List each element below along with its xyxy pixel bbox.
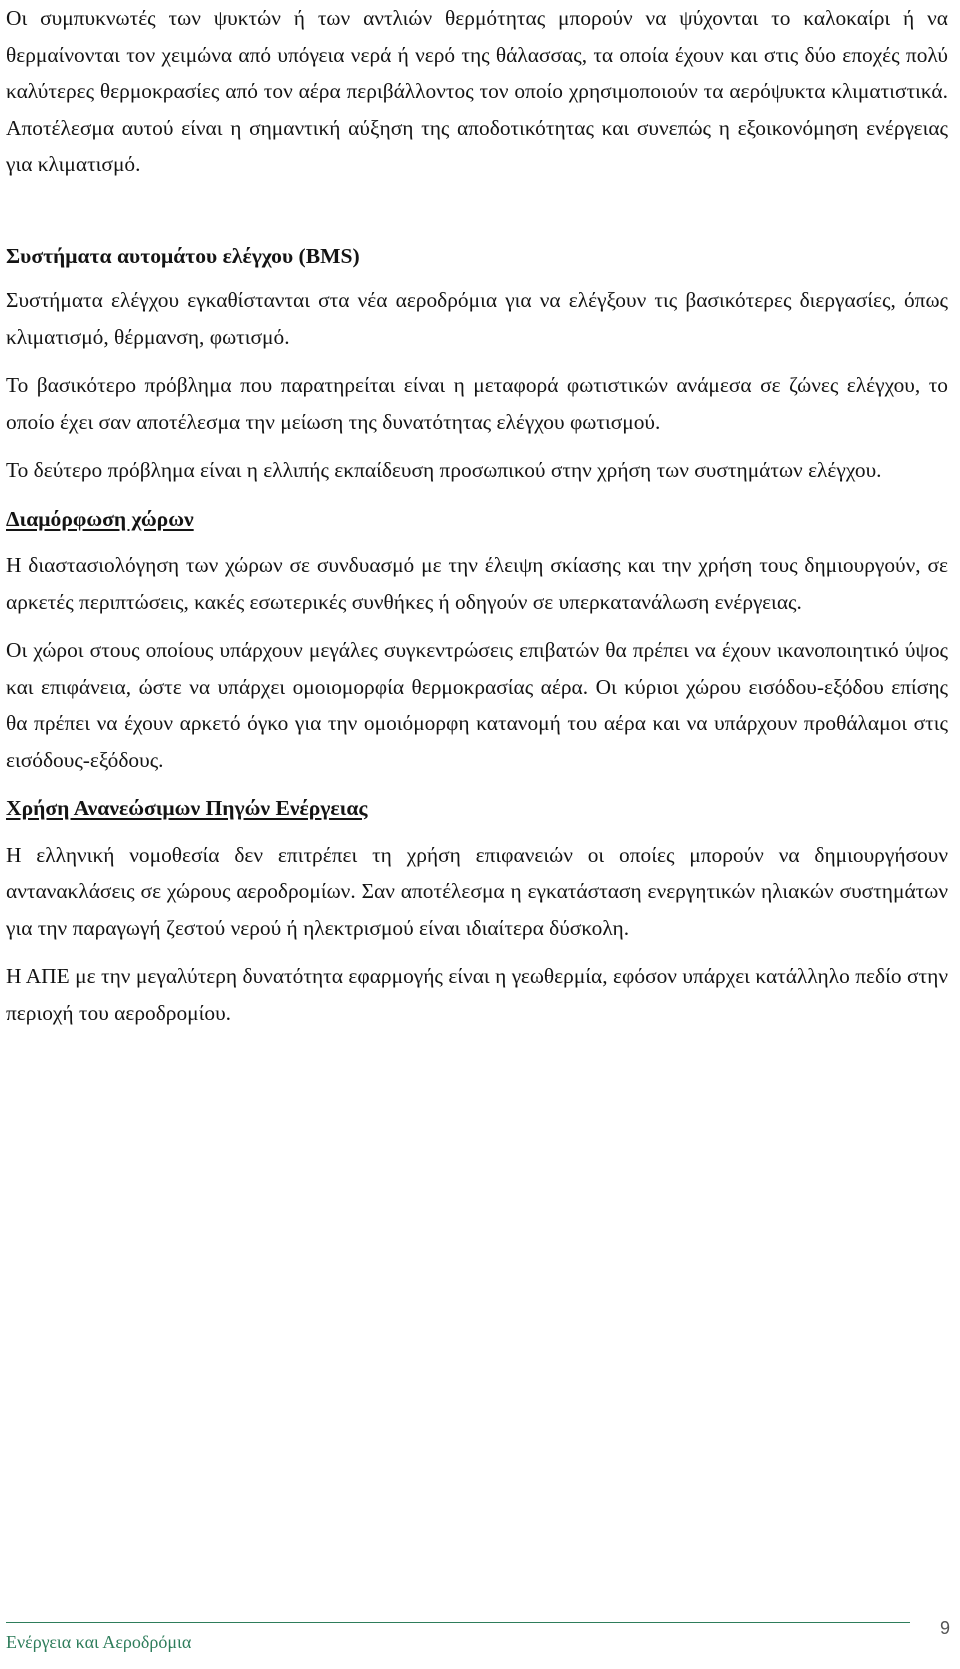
bms-paragraph: Το βασικότερο πρόβλημα που παρατηρείται είναι η μεταφορά φωτιστικών ανάμεσα σε ζώνες ελέγχου, το οποίο έχει σαν αποτέλεσμα την μείωση της δυνατότητας ελέγχου φωτισμού. (6, 373, 948, 434)
page-body (6, 0, 948, 1031)
renewables-paragraph: Η ΑΠΕ με την μεγαλύτερη δυνατότητα εφαρμογής είναι η γεωθερμία, εφόσον υπάρχει κατάλληλο πεδίο στην περιοχή του αεροδρομίου. (6, 964, 948, 1025)
section-heading-bms: Συστήματα αυτομάτου ελέγχου (BMS) (6, 243, 360, 268)
section-heading-renewables: Χρήση Ανανεώσιμων Πηγών Ενέργειας (6, 796, 368, 820)
footer-divider (6, 1622, 910, 1623)
spaces-paragraph: Η διαστασιολόγηση των χώρων σε συνδυασμό με την έλειψη σκίασης και την χρήση τους δημιουργούν, σε αρκετές περιπτώσεις, κακές εσωτερικές συνθήκες ή οδηγούν σε υπερκατανάλωση ενέργειας. (6, 553, 948, 614)
spaces-paragraph: Οι χώροι στους οποίους υπάρχουν μεγάλες συγκεντρώσεις επιβατών θα πρέπει να έχουν ικανοποιητικό ύψος και επιφάνεια, ώστε να υπάρχει ομοιομορφία θερμοκρασίας αέρα. Οι κύριοι χώρου εισόδου-εξόδου επίσης θα πρέπει να έχουν αρκετό όγκο για την ομοιόμορφη κατανομή του αέρα και να υπάρχουν προθάλαμοι στις εισόδους-εξόδους. (6, 638, 948, 772)
intro-paragraph: Οι συμπυκνωτές των ψυκτών ή των αντλιών θερμότητας μπορούν να ψύχονται το καλοκαίρι ή να θερμαίνονται τον χειμώνα από υπόγεια νερά ή νερό της θάλασσας, τα οποία έχουν και στις δύο εποχές πολύ καλύτερες θερμοκρασίες από τον αέρα περιβάλλοντος τον οποίο χρησιμοποιούν τα αερόψυκτα κλιματιστικά. Αποτέλεσμα αυτού είναι η σημαντική αύξηση της αποδοτικότητας και συνεπώς η εξοικονόμηση ενέργειας για κλιματισμό. (6, 6, 948, 176)
bms-paragraph: Το δεύτερο πρόβλημα είναι η ελλιπής εκπαίδευση προσωπικού στην χρήση των συστημάτων ελέγχου. (6, 458, 882, 482)
bms-paragraph: Συστήματα ελέγχου εγκαθίστανται στα νέα αεροδρόμια για να ελέγξουν τις βασικότερες διεργασίες, όπως κλιματισμό, θέρμανση, φωτισμό. (6, 288, 948, 349)
page-number: 9 (939, 1618, 950, 1638)
section-heading-spaces: Διαμόρφωση χώρων (6, 506, 194, 531)
renewables-paragraph: Η ελληνική νομοθεσία δεν επιτρέπει τη χρήση επιφανειών οι οποίες μπορούν να δημιουργήσουν αντανακλάσεις σε χώρους αεροδρομίων. Σαν αποτέλεσμα η εγκατάσταση ενεργητικών ηλιακών συστημάτων για την παραγωγή ζεστού νερού ή ηλεκτρισμού είναι ιδιαίτερα δύσκολη. (6, 842, 948, 940)
footer-title: Ενέργεια και Αεροδρόμια (6, 1632, 192, 1652)
